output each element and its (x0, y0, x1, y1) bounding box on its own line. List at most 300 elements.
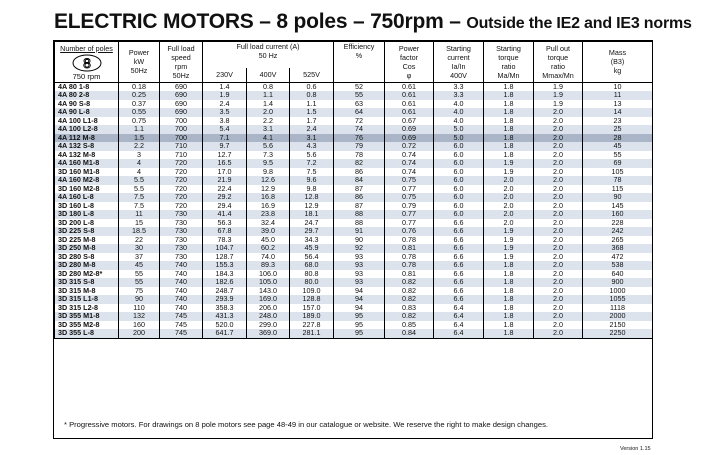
title-subtitle: Outside the IE2 and IE3 norms (466, 15, 692, 32)
current-525v-cell: 45.9 (290, 244, 334, 253)
current-525v-cell: 9.8 (290, 185, 334, 194)
current-400v-cell: 12.6 (247, 176, 290, 185)
current-230v-cell: 17.0 (203, 168, 247, 177)
power-kw-cell: 4 (119, 168, 160, 177)
mass-kg-cell: 115 (583, 185, 653, 194)
starting-current-cell: 6.4 (434, 329, 484, 338)
power-factor-cell: 0.79 (385, 202, 434, 211)
table-row (55, 142, 653, 151)
power-factor-cell: 0.78 (385, 261, 434, 270)
starting-current-cell: 6.0 (434, 151, 484, 160)
power-factor-cell: 0.75 (385, 193, 434, 202)
efficiency-cell: 90 (334, 236, 385, 245)
speed-rpm-cell: 730 (160, 210, 203, 219)
starting-current-cell: 5.0 (434, 134, 484, 143)
efficiency-cell: 93 (334, 270, 385, 279)
speed-rpm-cell: 690 (160, 82, 203, 91)
current-230v-cell: 1.4 (203, 82, 247, 91)
power-factor-cell: 0.78 (385, 236, 434, 245)
efficiency-cell: 92 (334, 244, 385, 253)
motor-type-cell: 3D 250 M-8 (55, 244, 119, 253)
current-230v-cell: 41.4 (203, 210, 247, 219)
table-header (55, 42, 653, 83)
current-400v-cell: 16.8 (247, 193, 290, 202)
speed-rpm-cell: 740 (160, 270, 203, 279)
power-kw-cell: 0.37 (119, 100, 160, 109)
mass-kg-cell: 23 (583, 117, 653, 126)
table-row (55, 100, 653, 109)
power-factor-header-line: φ (406, 70, 412, 80)
current-230v-cell: 21.9 (203, 176, 247, 185)
mass-kg-cell: 69 (583, 159, 653, 168)
pullout-torque-cell: 2.0 (534, 261, 583, 270)
current-525v-cell: 157.0 (290, 304, 334, 313)
current-230v-cell: 3.5 (203, 108, 247, 117)
pullout-torque-cell: 2.0 (534, 193, 583, 202)
table-row (55, 108, 653, 117)
current-230v-cell: 358.3 (203, 304, 247, 313)
power-kw-cell: 200 (119, 329, 160, 338)
table-row (55, 287, 653, 296)
table-row (55, 117, 653, 126)
motor-type-cell: 3D 160 L-8 (55, 202, 119, 211)
efficiency-cell: 52 (334, 82, 385, 91)
starting-torque-cell: 1.8 (484, 312, 534, 321)
mass-kg-cell: 538 (583, 261, 653, 270)
starting-current-cell: 6.6 (434, 295, 484, 304)
speed-rpm-cell: 700 (160, 117, 203, 126)
pullout-torque-cell: 2.0 (534, 219, 583, 228)
power-factor-cell: 0.74 (385, 168, 434, 177)
mass-kg-cell: 10 (583, 82, 653, 91)
efficiency-header (334, 42, 385, 83)
mass-kg-cell: 368 (583, 244, 653, 253)
current-400v-cell: 32.4 (247, 219, 290, 228)
starting-torque-cell: 1.8 (484, 270, 534, 279)
current-525v-cell: 12.8 (290, 193, 334, 202)
speed-header-line: rpm (174, 61, 188, 71)
starting-current-cell: 6.4 (434, 321, 484, 330)
page-title (54, 10, 692, 34)
current-230v-cell: 182.6 (203, 278, 247, 287)
speed-rpm-cell: 730 (160, 236, 203, 245)
mass-kg-cell: 1118 (583, 304, 653, 313)
starting-current-header-line: Ia/In (451, 61, 466, 71)
starting-current-cell: 6.0 (434, 176, 484, 185)
power-kw-cell: 45 (119, 261, 160, 270)
starting-torque-cell: 1.8 (484, 287, 534, 296)
pullout-torque-cell: 2.0 (534, 244, 583, 253)
mass-kg-cell: 265 (583, 236, 653, 245)
speed-rpm-cell: 745 (160, 321, 203, 330)
poles-label: Number of poles (60, 43, 113, 53)
current-525v-cell: 227.8 (290, 321, 334, 330)
current-230v-cell: 2.4 (203, 100, 247, 109)
efficiency-cell: 88 (334, 219, 385, 228)
pullout-torque-cell: 2.0 (534, 151, 583, 160)
current-400v-cell: 60.2 (247, 244, 290, 253)
mass-kg-cell: 105 (583, 168, 653, 177)
motor-spec-table (54, 41, 653, 339)
current-400v-cell: 23.8 (247, 210, 290, 219)
current-400v-cell: 369.0 (247, 329, 290, 338)
current-525v-cell: 34.3 (290, 236, 334, 245)
current-525v-cell: 80.8 (290, 270, 334, 279)
current-230v-cell: 155.3 (203, 261, 247, 270)
current-230v-cell: 56.3 (203, 219, 247, 228)
power-factor-cell: 0.69 (385, 134, 434, 143)
motor-type-cell: 3D 280 S-8 (55, 253, 119, 262)
power-factor-cell: 0.61 (385, 82, 434, 91)
mass-kg-cell: 28 (583, 134, 653, 143)
current-230v-cell: 29.2 (203, 193, 247, 202)
power-kw-cell: 30 (119, 244, 160, 253)
power-factor-cell: 0.82 (385, 287, 434, 296)
table-row (55, 185, 653, 194)
current-230v-cell: 3.8 (203, 117, 247, 126)
current-525v-cell: 29.7 (290, 227, 334, 236)
mass-kg-cell: 55 (583, 151, 653, 160)
motor-type-cell: 4A 80 2-8 (55, 91, 119, 100)
pullout-torque-cell: 2.0 (534, 270, 583, 279)
power-kw-cell: 22 (119, 236, 160, 245)
starting-current-cell: 6.4 (434, 304, 484, 313)
power-factor-header-line: Cos (402, 61, 416, 71)
table-row (55, 329, 653, 338)
current-400v-cell: 39.0 (247, 227, 290, 236)
current-400v-cell: 12.9 (247, 185, 290, 194)
power-factor-cell: 0.81 (385, 270, 434, 279)
table-row (55, 193, 653, 202)
starting-torque-cell: 2.0 (484, 202, 534, 211)
current-525v-cell: 1.7 (290, 117, 334, 126)
speed-rpm-cell: 740 (160, 261, 203, 270)
speed-rpm-cell: 730 (160, 253, 203, 262)
power-header-line: 50Hz (130, 66, 148, 76)
efficiency-cell: 94 (334, 295, 385, 304)
speed-header-line: 50Hz (172, 70, 190, 80)
table-body (55, 82, 653, 338)
power-factor-cell: 0.61 (385, 108, 434, 117)
poles-header (55, 42, 119, 83)
power-kw-cell: 18.5 (119, 227, 160, 236)
current-525v-cell: 24.7 (290, 219, 334, 228)
motor-type-cell: 4A 90 S-8 (55, 100, 119, 109)
table-row (55, 168, 653, 177)
power-kw-cell: 0.18 (119, 82, 160, 91)
efficiency-cell: 93 (334, 253, 385, 262)
power-factor-cell: 0.69 (385, 125, 434, 134)
power-kw-cell: 7.5 (119, 202, 160, 211)
starting-torque-cell: 2.0 (484, 193, 534, 202)
pullout-torque-header-line: ratio (551, 61, 565, 71)
speed-rpm-cell: 690 (160, 91, 203, 100)
starting-current-cell: 6.6 (434, 278, 484, 287)
current-525v-cell: 109.0 (290, 287, 334, 296)
starting-torque-cell: 1.8 (484, 278, 534, 287)
pullout-torque-cell: 2.0 (534, 236, 583, 245)
starting-torque-cell: 2.0 (484, 185, 534, 194)
efficiency-cell: 95 (334, 312, 385, 321)
pullout-torque-cell: 2.0 (534, 253, 583, 262)
power-kw-cell: 37 (119, 253, 160, 262)
table-row (55, 210, 653, 219)
speed-rpm-cell: 720 (160, 168, 203, 177)
pullout-torque-cell: 2.0 (534, 108, 583, 117)
pullout-torque-cell: 2.0 (534, 176, 583, 185)
speed-rpm-cell: 690 (160, 100, 203, 109)
efficiency-cell: 76 (334, 134, 385, 143)
mass-kg-cell: 14 (583, 108, 653, 117)
table-row (55, 304, 653, 313)
current-525v-cell: 18.1 (290, 210, 334, 219)
mass-kg-cell: 1000 (583, 287, 653, 296)
mass-kg-cell: 2250 (583, 329, 653, 338)
current-525v-cell: 4.3 (290, 142, 334, 151)
power-factor-cell: 0.61 (385, 91, 434, 100)
efficiency-cell: 87 (334, 185, 385, 194)
current-525v-header: 525V (290, 68, 334, 82)
starting-torque-cell: 1.9 (484, 159, 534, 168)
table-row (55, 134, 653, 143)
mass-kg-cell: 78 (583, 176, 653, 185)
motor-type-cell: 3D 225 M-8 (55, 236, 119, 245)
table-row (55, 125, 653, 134)
speed-header (160, 42, 203, 83)
starting-torque-cell: 1.8 (484, 329, 534, 338)
table-row (55, 159, 653, 168)
current-230v-cell: 16.5 (203, 159, 247, 168)
motor-type-cell: 4A 132 M-8 (55, 151, 119, 160)
pullout-torque-header-line: torque (547, 52, 569, 62)
starting-torque-cell: 2.0 (484, 210, 534, 219)
power-kw-cell: 55 (119, 278, 160, 287)
efficiency-cell: 63 (334, 100, 385, 109)
pullout-torque-cell: 2.0 (534, 202, 583, 211)
current-230v-cell: 520.0 (203, 321, 247, 330)
starting-current-header-line: Starting (446, 43, 471, 53)
current-230v-cell: 78.3 (203, 236, 247, 245)
starting-current-cell: 6.0 (434, 168, 484, 177)
speed-rpm-cell: 700 (160, 134, 203, 143)
efficiency-cell: 87 (334, 202, 385, 211)
motor-type-cell: 4A 132 S-8 (55, 142, 119, 151)
mass-kg-cell: 2000 (583, 312, 653, 321)
starting-torque-cell: 1.8 (484, 108, 534, 117)
current-230v-cell: 184.3 (203, 270, 247, 279)
power-header (119, 42, 160, 83)
power-kw-cell: 4 (119, 159, 160, 168)
current-400v-cell: 1.1 (247, 91, 290, 100)
speed-rpm-cell: 740 (160, 295, 203, 304)
current-230v-cell: 29.4 (203, 202, 247, 211)
mass-kg-cell: 1055 (583, 295, 653, 304)
current-230v-cell: 9.7 (203, 142, 247, 151)
efficiency-cell: 93 (334, 278, 385, 287)
current-525v-cell: 7.2 (290, 159, 334, 168)
speed-header-line: speed (171, 52, 191, 62)
current-400v-cell: 16.9 (247, 202, 290, 211)
pullout-torque-cell: 2.0 (534, 321, 583, 330)
current-400v-cell: 7.3 (247, 151, 290, 160)
power-kw-cell: 110 (119, 304, 160, 313)
pullout-torque-cell: 2.0 (534, 142, 583, 151)
starting-current-cell: 3.3 (434, 91, 484, 100)
speed-rpm-cell: 730 (160, 227, 203, 236)
current-header-line: Full load current (A) (236, 42, 300, 51)
mass-kg-cell: 228 (583, 219, 653, 228)
pullout-torque-cell: 2.0 (534, 210, 583, 219)
power-factor-cell: 0.85 (385, 321, 434, 330)
current-400v-cell: 1.4 (247, 100, 290, 109)
power-kw-cell: 3 (119, 151, 160, 160)
efficiency-cell: 86 (334, 193, 385, 202)
current-400v-cell: 248.0 (247, 312, 290, 321)
power-factor-cell: 0.77 (385, 185, 434, 194)
starting-torque-cell: 1.8 (484, 91, 534, 100)
motor-type-cell: 3D 280 M2-8* (55, 270, 119, 279)
motor-type-cell: 3D 315 L1-8 (55, 295, 119, 304)
mass-kg-cell: 25 (583, 125, 653, 134)
pole-number-icon (72, 54, 102, 72)
efficiency-cell: 88 (334, 210, 385, 219)
motor-type-cell: 3D 160 M2-8 (55, 185, 119, 194)
table-row (55, 227, 653, 236)
efficiency-cell: 86 (334, 168, 385, 177)
title-main: ELECTRIC MOTORS – 8 poles – 750rpm – (54, 10, 467, 33)
power-factor-cell: 0.81 (385, 244, 434, 253)
current-230v-header: 230V (203, 68, 247, 82)
starting-current-cell: 6.6 (434, 244, 484, 253)
starting-current-header-line: 400V (450, 70, 467, 80)
table-row (55, 151, 653, 160)
current-230v-cell: 22.4 (203, 185, 247, 194)
speed-rpm-cell: 700 (160, 125, 203, 134)
table-row (55, 82, 653, 91)
power-factor-cell: 0.67 (385, 117, 434, 126)
starting-torque-cell: 2.0 (484, 219, 534, 228)
mass-kg-cell: 90 (583, 193, 653, 202)
current-525v-cell: 281.1 (290, 329, 334, 338)
starting-current-cell: 6.0 (434, 142, 484, 151)
motor-type-cell: 3D 315 S-8 (55, 278, 119, 287)
footnote: * Progressive motors. For drawings on 8 pole motors see page 48-49 in our catalogue or website. We reserve the right to make design changes. (64, 420, 549, 429)
power-header-line: Power (128, 48, 150, 58)
power-factor-cell: 0.76 (385, 227, 434, 236)
starting-current-cell: 6.0 (434, 210, 484, 219)
speed-rpm-cell: 745 (160, 329, 203, 338)
starting-torque-cell: 1.8 (484, 134, 534, 143)
current-525v-cell: 2.4 (290, 125, 334, 134)
current-400v-header: 400V (247, 68, 290, 82)
current-400v-cell: 4.1 (247, 134, 290, 143)
power-kw-cell: 160 (119, 321, 160, 330)
speed-rpm-cell: 720 (160, 185, 203, 194)
current-230v-cell: 293.9 (203, 295, 247, 304)
power-kw-cell: 7.5 (119, 193, 160, 202)
current-525v-cell: 3.1 (290, 134, 334, 143)
power-header-line: kW (133, 57, 145, 67)
starting-torque-cell: 1.8 (484, 125, 534, 134)
efficiency-header-line: Efficiency (343, 42, 375, 51)
speed-rpm-cell: 730 (160, 244, 203, 253)
power-kw-cell: 1.5 (119, 134, 160, 143)
power-kw-cell: 11 (119, 210, 160, 219)
starting-torque-cell: 1.8 (484, 321, 534, 330)
power-factor-cell: 0.72 (385, 142, 434, 151)
speed-rpm-cell: 740 (160, 278, 203, 287)
speed-rpm-cell: 720 (160, 159, 203, 168)
efficiency-cell: 94 (334, 287, 385, 296)
power-kw-cell: 90 (119, 295, 160, 304)
starting-current-cell: 6.6 (434, 270, 484, 279)
speed-rpm-cell: 710 (160, 142, 203, 151)
current-230v-cell: 128.7 (203, 253, 247, 262)
starting-torque-cell: 1.8 (484, 295, 534, 304)
speed-header-line: Full load (167, 43, 195, 53)
pullout-torque-header-line: Pull out (546, 43, 570, 53)
starting-torque-cell: 1.8 (484, 142, 534, 151)
pullout-torque-cell: 2.0 (534, 134, 583, 143)
pullout-torque-header (534, 42, 583, 83)
pullout-torque-cell: 2.0 (534, 227, 583, 236)
current-525v-cell: 9.6 (290, 176, 334, 185)
starting-torque-cell: 1.8 (484, 100, 534, 109)
power-factor-cell: 0.75 (385, 176, 434, 185)
starting-current-header (434, 42, 484, 83)
mass-header-line: kg (613, 66, 622, 76)
pullout-torque-cell: 2.0 (534, 185, 583, 194)
current-525v-cell: 0.8 (290, 91, 334, 100)
starting-torque-header-line: Starting (496, 43, 521, 53)
starting-torque-cell: 2.0 (484, 176, 534, 185)
motor-type-cell: 4A 160 L-8 (55, 193, 119, 202)
efficiency-cell: 94 (334, 304, 385, 313)
starting-torque-header-line: torque (498, 52, 519, 62)
table-row (55, 91, 653, 100)
speed-rpm-cell: 740 (160, 287, 203, 296)
current-400v-cell: 169.0 (247, 295, 290, 304)
power-factor-cell: 0.74 (385, 151, 434, 160)
current-230v-cell: 67.8 (203, 227, 247, 236)
power-kw-cell: 75 (119, 287, 160, 296)
current-230v-cell: 5.4 (203, 125, 247, 134)
starting-torque-cell: 1.9 (484, 244, 534, 253)
power-kw-cell: 5.5 (119, 176, 160, 185)
power-factor-cell: 0.78 (385, 253, 434, 262)
starting-current-cell: 4.0 (434, 100, 484, 109)
starting-torque-cell: 1.9 (484, 253, 534, 262)
efficiency-cell: 93 (334, 261, 385, 270)
mass-header (583, 42, 653, 83)
starting-torque-cell: 1.8 (484, 117, 534, 126)
motor-type-cell: 4A 160 M2-8 (55, 176, 119, 185)
motor-type-cell: 3D 225 S-8 (55, 227, 119, 236)
efficiency-cell: 95 (334, 329, 385, 338)
pullout-torque-header-line: Mmax/Mn (542, 70, 574, 80)
mass-kg-cell: 640 (583, 270, 653, 279)
current-230v-cell: 431.3 (203, 312, 247, 321)
current-400v-cell: 106.0 (247, 270, 290, 279)
current-header-line: 50 Hz (258, 51, 278, 60)
current-400v-cell: 74.0 (247, 253, 290, 262)
pullout-torque-cell: 2.0 (534, 295, 583, 304)
efficiency-cell: 74 (334, 125, 385, 134)
pullout-torque-cell: 1.9 (534, 100, 583, 109)
pullout-torque-cell: 2.0 (534, 304, 583, 313)
table-row (55, 321, 653, 330)
efficiency-cell: 79 (334, 142, 385, 151)
